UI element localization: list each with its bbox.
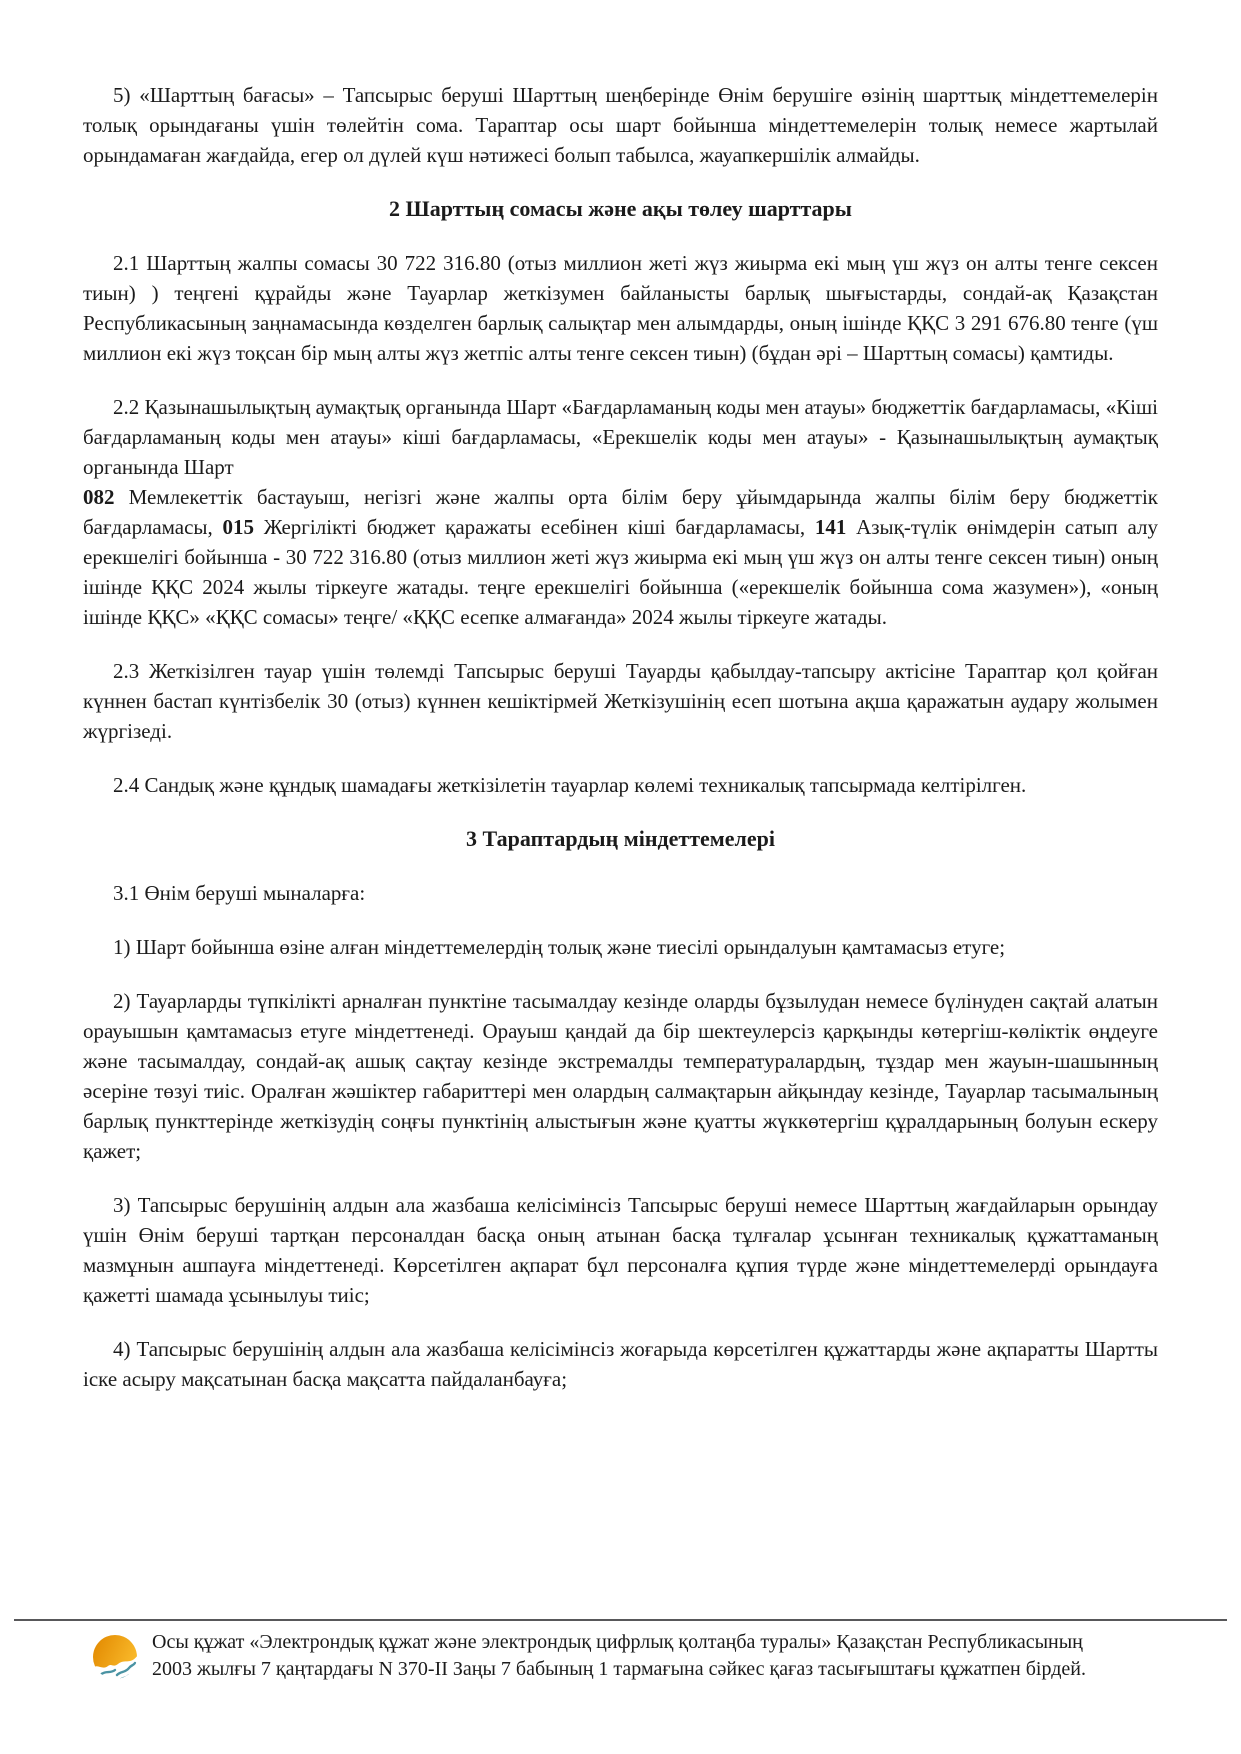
subprogram-label: Жергілікті бюджет қаражаты есебінен кіші бағдарламасы, bbox=[254, 515, 815, 539]
clause-2-2-budget-codes bbox=[83, 482, 1158, 632]
subprogram-code: 015 bbox=[222, 515, 255, 539]
section-2-heading: 2 Шарттың сомасы және ақы төлеу шарттары bbox=[389, 196, 852, 221]
specificity-code: 141 bbox=[814, 515, 847, 539]
obligation-item-1: 1) Шарт бойынша өзіне алған міндеттемелердің толық және тиесілі орындалуын қамтамасыз етуге; bbox=[113, 935, 1006, 959]
clause-2-4-volumes: 2.4 Сандық және құндық шамадағы жеткізілетін тауарлар көлемі техникалық тапсырмада келтірілген. bbox=[113, 773, 1027, 797]
obligation-item-2: 2) Тауарларды түпкілікті арналған пунктіне тасымалдау кезінде оларды бұзылудан немесе бүлінуден сақтай алатын орауышын қамтамасыз етуге міндеттенеді. Орауыш қандай да бір шектеулерсіз қарқынды көтергіш-көліктік өңдеуге және тасымалдау, сондай-ақ ашық сақтау кезінде экстремалды температуралардың, тұздар мен жауын-шашынның әсеріне төзуі тиіс. Оралған жәшіктер габариттері мен олардың салмақтарын айқындау кезінде, Тауарлар тасымалының барлық пункттерінде жеткізудің соңғы пунктінің алыстығын және қуатты жүккөтергіш құралдарының болуын ескеру қажет; bbox=[83, 989, 1158, 1163]
esign-stamp-footer bbox=[14, 1619, 1227, 1682]
obligation-item-4: 4) Тапсырыс берушінің алдын ала жазбаша келісімінсіз жоғарыда көрсетілген құжаттарды және ақпаратты Шартты іске асыру мақсатынан басқа мақсатта пайдаланбауға; bbox=[83, 1337, 1158, 1391]
budget-program-label: Мемлекеттік бастауыш, негізгі және жалпы орта білім беру ұйымдарында жалпы білім беру бюджеттік бағдарламасы, bbox=[83, 485, 1158, 539]
clause-2-3-payment-terms: 2.3 Жеткізілген тауар үшін төлемді Тапсырыс беруші Тауарды қабылдау-тапсыру актісіне Тараптар қол қойған күннен бастап күнтізбелік 30 (отыз) күннен кешіктірмей Жеткізушінің есеп шотына ақша қаражатын аудару жолымен жүргізеді. bbox=[83, 659, 1158, 743]
clause-5-price-definition: 5) «Шарттың бағасы» – Тапсырыс беруші Шарттың шеңберінде Өнім берушіге өзінің шарттық міндеттемелерін толық орындағаны үшін төлейтін сома. Тараптар осы шарт бойынша міндеттемелерін толық немесе жартылай орындамаған жағдайда, егер ол дүлей күш нәтижесі болып табылса, жауапкершілік алмайды. bbox=[83, 83, 1158, 167]
egov-stamp-icon bbox=[92, 1634, 138, 1680]
esign-equivalence-statement: Осы құжат «Электрондық құжат және электрондық цифрлық қолтаңба туралы» Қазақстан Республикасының 2003 жылғы 7 қаңтардағы N 370-II Заңы 7 бабының 1 тармағына сәйкес қағаз тасығыштағы құжатпен бірдей. bbox=[152, 1631, 1086, 1680]
section-3-heading: 3 Тараптардың міндеттемелері bbox=[466, 826, 775, 851]
budget-program-code: 082 bbox=[83, 485, 115, 509]
contract-body-text bbox=[83, 80, 1158, 1394]
clause-3-1-supplier-intro: 3.1 Өнім беруші мыналарға: bbox=[113, 881, 366, 905]
clause-2-1-total-sum: 2.1 Шарттың жалпы сомасы 30 722 316.80 (отыз миллион жеті жүз жиырма екі мың үш жүз он алты тенге сексен тиын) ) теңгені құрайды және Тауарлар жеткізумен байланысты барлық шығыстарды, сондай-ақ Қазақстан Республикасының заңнамасында көзделген барлық салықтар мен алымдарды, оның ішінде ҚҚС 3 291 676.80 тенге (үш миллион екі жүз тоқсан бір мың алты жүз жетпіс алты тенге сексен тиын) (бұдан әрі – Шарттың сомасы) қамтиды. bbox=[83, 251, 1158, 365]
obligation-item-3: 3) Тапсырыс берушінің алдын ала жазбаша келісімінсіз Тапсырыс беруші немесе Шарттың жағдайларын орындау үшін Өнім беруші тартқан персоналдан басқа оның атынан басқа тұлғалар ұсынған техникалық құжаттаманың мазмұнын ашпауға міндеттенеді. Көрсетілген ақпарат бұл персоналға құпия түрде және міндеттемелерді орындауға қажетті шамада ұсынылуы тиіс; bbox=[83, 1193, 1158, 1307]
specificity-label: Азық-түлік өнімдерін сатып алу ерекшелігі бойынша - 30 722 316.80 (отыз миллион жеті жүз жиырма екі мың үш жүз он алты тенге сексен тиын) оның ішінде ҚҚС 2024 жылы тіркеуге жатады. теңге ерекшелігі бойынша («ерекшелік бойынша сома жазумен»), «оның ішінде ҚҚС» «ҚҚС сомасы» теңге/ «ҚҚС есепке алмағанда» 2024 жылы тіркеуге жатады. bbox=[83, 515, 1158, 629]
clause-2-2-treasury-intro: 2.2 Қазынашылықтың аумақтық органында Шарт «Бағдарламаның коды мен атауы» бюджеттік бағдарламасы, «Кіші бағдарламаның коды мен атауы» кіші бағдарламасы, «Ерекшелік коды мен атауы» - Қазынашылықтың аумақтық органында Шарт bbox=[83, 395, 1158, 479]
